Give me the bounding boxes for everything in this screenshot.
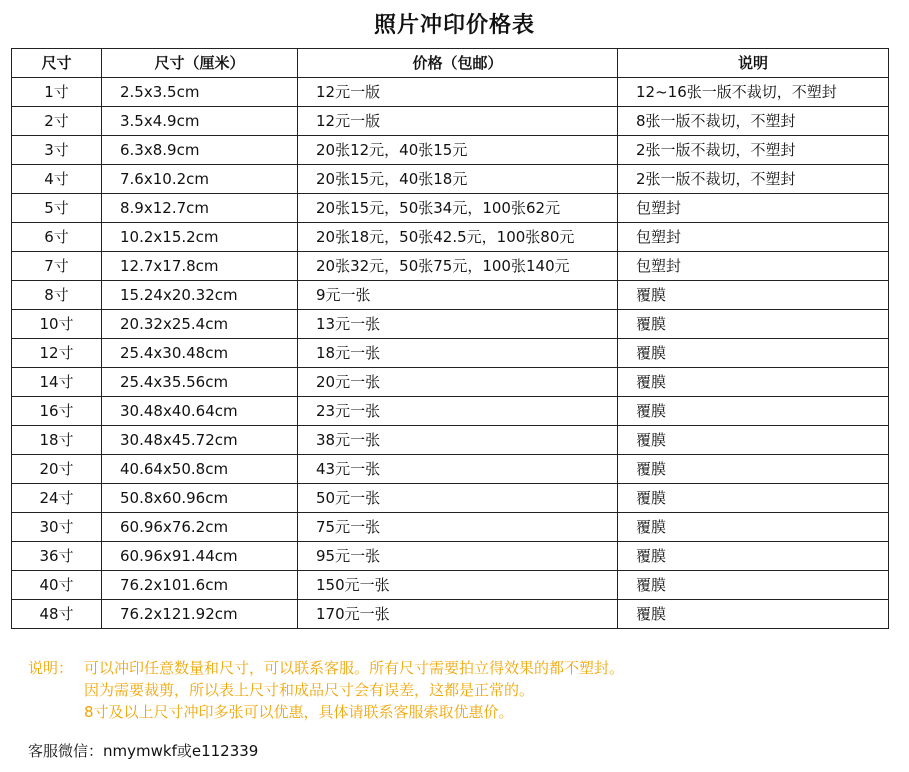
cell-size-cm: 25.4x30.48cm bbox=[102, 339, 298, 368]
cell-size: 18寸 bbox=[12, 426, 102, 455]
table-row bbox=[12, 107, 889, 136]
table-header-row bbox=[12, 49, 889, 78]
cell-size: 36寸 bbox=[12, 542, 102, 571]
customer-service-contact: 客服微信：nmymwkf或e112339 bbox=[28, 742, 259, 760]
cell-price: 43元一张 bbox=[298, 455, 618, 484]
header-price: 价格（包邮） bbox=[298, 49, 618, 78]
cell-price: 95元一张 bbox=[298, 542, 618, 571]
cell-note: 包塑封 bbox=[618, 194, 889, 223]
cell-note: 2张一版不裁切，不塑封 bbox=[618, 136, 889, 165]
cell-note: 覆膜 bbox=[618, 455, 889, 484]
cell-price: 170元一张 bbox=[298, 600, 618, 629]
cell-price: 18元一张 bbox=[298, 339, 618, 368]
table-row bbox=[12, 600, 889, 629]
cell-price: 20元一张 bbox=[298, 368, 618, 397]
table-row bbox=[12, 513, 889, 542]
cell-size-cm: 60.96x76.2cm bbox=[102, 513, 298, 542]
cell-size: 2寸 bbox=[12, 107, 102, 136]
table-row bbox=[12, 165, 889, 194]
cell-size-cm: 76.2x101.6cm bbox=[102, 571, 298, 600]
cell-note: 覆膜 bbox=[618, 310, 889, 339]
cell-size-cm: 50.8x60.96cm bbox=[102, 484, 298, 513]
cell-size-cm: 3.5x4.9cm bbox=[102, 107, 298, 136]
cell-price: 20张18元，50张42.5元，100张80元 bbox=[298, 223, 618, 252]
cell-note: 覆膜 bbox=[618, 281, 889, 310]
cell-size-cm: 25.4x35.56cm bbox=[102, 368, 298, 397]
cell-price: 50元一张 bbox=[298, 484, 618, 513]
cell-note: 2张一版不裁切，不塑封 bbox=[618, 165, 889, 194]
cell-size-cm: 20.32x25.4cm bbox=[102, 310, 298, 339]
cell-note: 覆膜 bbox=[618, 600, 889, 629]
cell-size: 6寸 bbox=[12, 223, 102, 252]
cell-size: 48寸 bbox=[12, 600, 102, 629]
table-row bbox=[12, 252, 889, 281]
cell-size-cm: 12.7x17.8cm bbox=[102, 252, 298, 281]
cell-size-cm: 30.48x45.72cm bbox=[102, 426, 298, 455]
cell-note: 覆膜 bbox=[618, 542, 889, 571]
table-row bbox=[12, 136, 889, 165]
cell-note: 包塑封 bbox=[618, 223, 889, 252]
table-row bbox=[12, 194, 889, 223]
table-row bbox=[12, 223, 889, 252]
cell-note: 覆膜 bbox=[618, 339, 889, 368]
table-row bbox=[12, 542, 889, 571]
notes bbox=[28, 657, 624, 723]
cell-size-cm: 2.5x3.5cm bbox=[102, 78, 298, 107]
cell-note: 覆膜 bbox=[618, 513, 889, 542]
table-row bbox=[12, 397, 889, 426]
cell-size: 8寸 bbox=[12, 281, 102, 310]
cell-size: 10寸 bbox=[12, 310, 102, 339]
cell-size: 3寸 bbox=[12, 136, 102, 165]
cell-size: 20寸 bbox=[12, 455, 102, 484]
cell-size-cm: 40.64x50.8cm bbox=[102, 455, 298, 484]
cell-size: 5寸 bbox=[12, 194, 102, 223]
table-row bbox=[12, 78, 889, 107]
table-row bbox=[12, 426, 889, 455]
note-line: 因为需要裁剪，所以表上尺寸和成品尺寸会有误差，这都是正常的。 bbox=[84, 681, 535, 699]
cell-size-cm: 10.2x15.2cm bbox=[102, 223, 298, 252]
cell-note: 覆膜 bbox=[618, 397, 889, 426]
price-table bbox=[11, 48, 889, 629]
cell-price: 23元一张 bbox=[298, 397, 618, 426]
table-row bbox=[12, 281, 889, 310]
page-title: 照片冲印价格表 bbox=[373, 13, 535, 38]
cell-note: 覆膜 bbox=[618, 571, 889, 600]
cell-note: 包塑封 bbox=[618, 252, 889, 281]
table-row bbox=[12, 310, 889, 339]
cell-size: 24寸 bbox=[12, 484, 102, 513]
table-row bbox=[12, 455, 889, 484]
cell-size: 4寸 bbox=[12, 165, 102, 194]
header-note: 说明 bbox=[618, 49, 889, 78]
cell-price: 20张15元，40张18元 bbox=[298, 165, 618, 194]
cell-size: 1寸 bbox=[12, 78, 102, 107]
cell-note: 覆膜 bbox=[618, 484, 889, 513]
cell-price: 13元一张 bbox=[298, 310, 618, 339]
table-row bbox=[12, 339, 889, 368]
cell-price: 12元一版 bbox=[298, 107, 618, 136]
cell-size-cm: 6.3x8.9cm bbox=[102, 136, 298, 165]
cell-size-cm: 30.48x40.64cm bbox=[102, 397, 298, 426]
cell-price: 75元一张 bbox=[298, 513, 618, 542]
cell-size-cm: 76.2x121.92cm bbox=[102, 600, 298, 629]
header-size-cm: 尺寸（厘米） bbox=[102, 49, 298, 78]
cell-note: 覆膜 bbox=[618, 426, 889, 455]
cell-size-cm: 7.6x10.2cm bbox=[102, 165, 298, 194]
cell-price: 9元一张 bbox=[298, 281, 618, 310]
cell-note: 12~16张一版不裁切，不塑封 bbox=[618, 78, 889, 107]
cell-size-cm: 8.9x12.7cm bbox=[102, 194, 298, 223]
cell-price: 38元一张 bbox=[298, 426, 618, 455]
header-size: 尺寸 bbox=[12, 49, 102, 78]
cell-price: 150元一张 bbox=[298, 571, 618, 600]
cell-size: 40寸 bbox=[12, 571, 102, 600]
cell-price: 20张32元，50张75元，100张140元 bbox=[298, 252, 618, 281]
cell-price: 12元一版 bbox=[298, 78, 618, 107]
cell-price: 20张12元，40张15元 bbox=[298, 136, 618, 165]
cell-note: 8张一版不裁切，不塑封 bbox=[618, 107, 889, 136]
cell-size: 7寸 bbox=[12, 252, 102, 281]
cell-size: 30寸 bbox=[12, 513, 102, 542]
note-line: 8寸及以上尺寸冲印多张可以优惠，具体请联系客服索取优惠价。 bbox=[84, 703, 514, 721]
table-row bbox=[12, 571, 889, 600]
table-row bbox=[12, 368, 889, 397]
cell-price: 20张15元，50张34元，100张62元 bbox=[298, 194, 618, 223]
cell-size-cm: 15.24x20.32cm bbox=[102, 281, 298, 310]
cell-note: 覆膜 bbox=[618, 368, 889, 397]
notes-label: 说明： bbox=[28, 659, 74, 677]
cell-size: 12寸 bbox=[12, 339, 102, 368]
cell-size: 16寸 bbox=[12, 397, 102, 426]
cell-size-cm: 60.96x91.44cm bbox=[102, 542, 298, 571]
cell-size: 14寸 bbox=[12, 368, 102, 397]
note-line: 可以冲印任意数量和尺寸，可以联系客服。所有尺寸需要拍立得效果的都不塑封。 bbox=[84, 659, 625, 677]
table-row bbox=[12, 484, 889, 513]
